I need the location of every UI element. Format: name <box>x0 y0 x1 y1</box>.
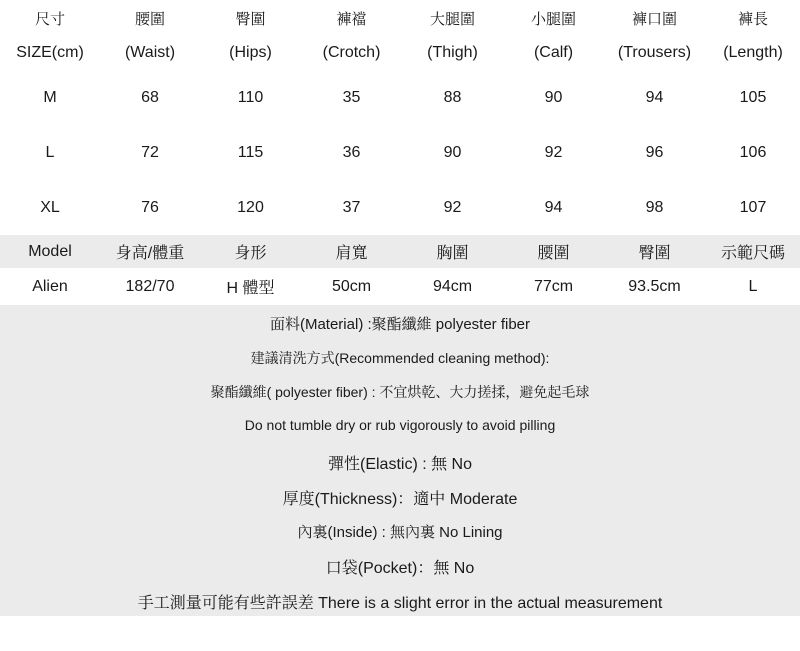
model-header-hips: 臀圍 <box>638 245 671 262</box>
header-en-thigh: (Thigh) <box>427 44 478 61</box>
header-en-waist: (Waist) <box>124 44 176 61</box>
material-note: 面料(Material) :聚酯纖維 polyester fiber <box>269 316 531 333</box>
model-shoulder: 50cm <box>331 277 372 295</box>
model-chest: 94cm <box>432 277 473 295</box>
inside-note: 內裏(Inside) : 無內裏 No Lining <box>297 524 503 541</box>
model-name: Alien <box>32 277 68 295</box>
header-zh-hips: 臀圍 <box>235 11 266 28</box>
crotch-value: 37 <box>342 198 361 216</box>
thigh-value: 90 <box>443 143 462 161</box>
model-header-size-worn: 示範尺碼 <box>720 245 785 262</box>
header-zh-calf: 小腿圍 <box>530 11 576 28</box>
product-notes <box>0 305 800 616</box>
model-height-weight: 182/70 <box>125 277 175 295</box>
header-zh-trousers: 褲口圍 <box>631 11 677 28</box>
model-header-body-type: 身形 <box>234 245 267 262</box>
crotch-value: 36 <box>342 143 361 161</box>
hips-value: 110 <box>237 88 264 106</box>
header-en-hips: (Hips) <box>229 44 272 61</box>
hips-value: 120 <box>237 198 264 216</box>
cleaning-note-en: Do not tumble dry or rub vigorously to avoid pilling <box>244 417 556 433</box>
length-value: 107 <box>739 198 767 216</box>
model-header-height-weight: 身高/體重 <box>115 245 185 262</box>
thigh-value: 88 <box>443 88 462 106</box>
model-header-shoulder: 肩寬 <box>335 245 368 262</box>
trousers-value: 94 <box>645 88 664 106</box>
header-zh-waist: 腰圍 <box>134 11 165 28</box>
measurement-error-note: 手工測量可能有些許誤差 There is a slight error in the actual measurement <box>137 595 663 612</box>
size-header-en-row <box>0 37 800 69</box>
calf-value: 90 <box>544 88 563 106</box>
trousers-value: 98 <box>645 198 664 216</box>
size-label: M <box>43 88 57 106</box>
thickness-note: 厚度(Thickness)：適中 Moderate <box>282 491 518 508</box>
pocket-note: 口袋(Pocket)：無 No <box>325 560 475 577</box>
header-en-trousers: (Trousers) <box>617 44 692 61</box>
bottom-margin <box>0 616 800 651</box>
cleaning-title: 建議清洗方式(Recommended cleaning method): <box>250 350 550 366</box>
model-body-type: H 體型 <box>226 280 275 297</box>
header-en-crotch: (Crotch) <box>322 44 381 61</box>
header-en-size: SIZE(cm) <box>16 44 84 61</box>
calf-value: 92 <box>544 143 563 161</box>
header-zh-thigh: 大腿圍 <box>429 11 475 28</box>
model-size-worn: L <box>748 277 758 295</box>
calf-value: 94 <box>544 198 563 216</box>
hips-value: 115 <box>237 143 264 161</box>
waist-value: 72 <box>141 143 159 161</box>
elastic-note: 彈性(Elastic) : 無 No <box>327 456 473 473</box>
waist-value: 76 <box>141 198 159 216</box>
table-row <box>0 70 800 125</box>
size-label: XL <box>40 198 60 216</box>
header-en-length: (Length) <box>723 44 783 61</box>
model-hips: 93.5cm <box>628 277 681 295</box>
header-zh-size: 尺寸 <box>34 11 65 28</box>
header-en-calf: (Calf) <box>533 44 574 61</box>
model-header-waist: 腰圍 <box>537 245 570 262</box>
length-value: 105 <box>739 88 767 106</box>
waist-value: 68 <box>141 88 159 106</box>
model-waist: 77cm <box>533 277 574 295</box>
header-zh-length: 褲長 <box>737 11 768 28</box>
size-label: L <box>45 143 55 161</box>
crotch-value: 35 <box>342 88 361 106</box>
header-zh-crotch: 褲襠 <box>336 11 367 28</box>
model-row <box>0 268 800 305</box>
model-header-chest: 胸圍 <box>436 245 469 262</box>
trousers-value: 96 <box>645 143 664 161</box>
cleaning-note-zh: 聚酯纖維( polyester fiber) : 不宜烘乾、大力搓揉，避免起毛球 <box>210 384 590 400</box>
model-header-model: Model <box>28 242 72 260</box>
thigh-value: 92 <box>443 198 462 216</box>
size-header-zh-row <box>0 0 800 37</box>
table-row <box>0 180 800 235</box>
length-value: 106 <box>739 143 767 161</box>
model-header-row <box>0 235 800 268</box>
table-row <box>0 125 800 180</box>
